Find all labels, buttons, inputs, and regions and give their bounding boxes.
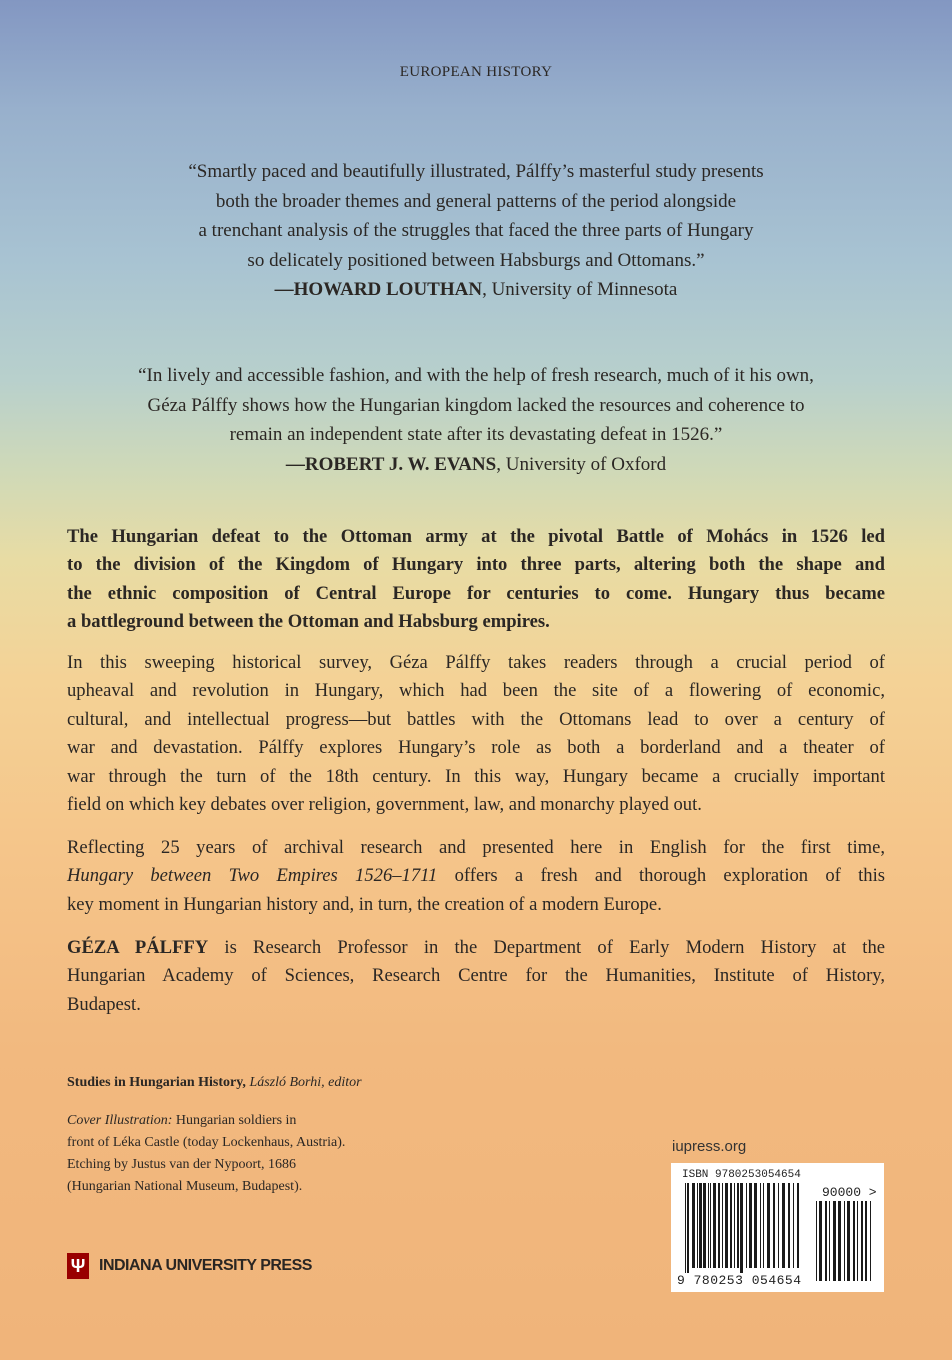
barcode-bar — [865, 1201, 867, 1281]
barcode-bar — [697, 1183, 698, 1268]
publisher-logo — [67, 1253, 312, 1279]
quote-line: a trenchant analysis of the struggles that faced the three parts of Hungary — [198, 220, 754, 241]
barcode-bar — [797, 1183, 799, 1268]
barcode-bar — [870, 1201, 871, 1281]
barcode-bar — [767, 1183, 770, 1268]
publisher-url: iupress.org — [672, 1138, 747, 1155]
text-line: a battleground between the Ottoman and Habsburg empires. — [67, 611, 550, 633]
barcode-bar — [833, 1201, 836, 1281]
barcode-bar — [816, 1201, 817, 1281]
barcode-bar — [825, 1201, 827, 1281]
barcode-bar — [708, 1183, 709, 1268]
barcode-bar — [782, 1183, 785, 1268]
text-line: The Hungarian defeat to the Ottoman army at the pivotal Battle of Mohács in 1526 led — [67, 526, 885, 547]
text-line: front of Léka Castle (today Lockenhaus, Austria). — [67, 1135, 346, 1150]
text-line: Budapest. — [67, 993, 141, 1015]
text-line: Hungarian Academy of Sciences, Research Centre for the Humanities, Institute of History, — [67, 965, 885, 987]
barcode-bar — [844, 1201, 845, 1281]
isbn-barcode — [671, 1163, 884, 1292]
text-fragment: offers a fresh and thorough exploration of this — [437, 865, 886, 887]
category-label: EUROPEAN HISTORY — [399, 64, 553, 80]
publisher-name: INDIANA UNIVERSITY PRESS — [99, 1257, 312, 1274]
barcode-bar — [788, 1183, 790, 1268]
barcode-bar — [763, 1183, 764, 1268]
barcode-bar — [730, 1183, 732, 1268]
text-line — [67, 934, 885, 962]
price-code: 90000 > — [822, 1185, 877, 1200]
cover-illustration-credit — [67, 1110, 345, 1198]
barcode-bar — [838, 1201, 841, 1281]
series-editor: László Borhi, editor — [245, 1075, 362, 1090]
quote-affiliation: , University of Oxford — [496, 453, 667, 475]
barcode-bar — [793, 1183, 794, 1268]
text-line: upheaval and revolution in Hungary, which had been the site of a flowering of economic, — [67, 680, 885, 702]
cover-label: Cover Illustration: — [67, 1113, 173, 1128]
text-line: field on which key debates over religion, government, law, and monarchy played out. — [67, 794, 702, 816]
book-title: Hungary between Two Empires 1526–1711 — [67, 865, 438, 887]
quote-line: both the broader themes and general patterns of the period alongside — [215, 190, 737, 212]
barcode-bar — [718, 1183, 720, 1268]
lead-paragraph — [67, 523, 885, 637]
barcode-bar — [749, 1183, 752, 1268]
barcode-bar — [746, 1183, 747, 1268]
barcode-bar — [737, 1183, 739, 1268]
barcode-bar — [734, 1183, 735, 1268]
text-fragment: is Research Professor in the Department of Early Modern History at the — [208, 937, 885, 958]
quote-line: so delicately positioned between Habsburgs and Ottomans.” — [247, 249, 705, 271]
barcode-bar — [713, 1183, 716, 1268]
quote-attribution — [0, 450, 952, 480]
quote-author: —ROBERT J. W. EVANS — [285, 453, 497, 475]
isbn-label: ISBN 9780253054654 — [682, 1169, 801, 1181]
barcode-bar — [847, 1201, 850, 1281]
barcode-bar — [853, 1201, 855, 1281]
research-paragraph — [67, 834, 885, 919]
barcode-bar — [819, 1201, 822, 1281]
text-line: the ethnic composition of Central Europe for centuries to come. Hungary thus became — [67, 582, 885, 604]
author-name: GÉZA PÁLFFY — [67, 937, 209, 958]
quote-affiliation: , University of Minnesota — [482, 279, 678, 300]
quote-author: —HOWARD LOUTHAN — [274, 279, 483, 300]
quote-line: Géza Pálffy shows how the Hungarian kingdom lacked the resources and coherence to — [147, 394, 805, 416]
author-bio — [67, 934, 885, 1019]
text-line: In this sweeping historical survey, Géza Pálffy takes readers through a crucial period of — [67, 652, 885, 673]
text-fragment: Hungarian soldiers in — [172, 1113, 297, 1128]
quote-line: “In lively and accessible fashion, and with the help of fresh research, much of it his own, — [138, 365, 814, 386]
text-line: cultural, and intellectual progress—but battles with the Ottomans lead to over a century of — [67, 708, 885, 730]
barcode-bar — [699, 1183, 702, 1268]
text-line — [67, 862, 885, 890]
text-line: (Hungarian National Museum, Budapest). — [67, 1179, 303, 1194]
barcode-bar — [857, 1201, 858, 1281]
blurb-evans — [0, 361, 952, 479]
barcode-bar — [725, 1183, 728, 1268]
quote-attribution — [0, 275, 952, 305]
text-line — [67, 1110, 345, 1132]
barcode-number: 9 780253 054654 — [677, 1273, 802, 1288]
barcode-bar — [685, 1183, 686, 1280]
text-line: Etching by Justus van der Nypoort, 1686 — [67, 1157, 297, 1172]
text-line: key moment in Hungarian history and, in turn, the creation of a modern Europe. — [67, 893, 662, 915]
barcode-bar — [773, 1183, 775, 1268]
blurb-louthan — [0, 157, 952, 305]
barcode-bar — [829, 1201, 830, 1281]
barcode-bar — [740, 1183, 743, 1280]
text-line: war through the turn of the 18th century. In this way, Hungary became a crucially important — [67, 765, 885, 787]
barcode-bar — [692, 1183, 695, 1268]
survey-paragraph — [67, 649, 885, 819]
barcode-bar — [754, 1183, 757, 1268]
text-line: war and devastation. Pálffy explores Hungary’s role as both a borderland and a theater of — [67, 737, 885, 759]
barcode-bar — [722, 1183, 723, 1268]
barcode-bar — [703, 1183, 706, 1268]
barcode-bar — [861, 1201, 863, 1281]
quote-line: “Smartly paced and beautifully illustrated, Pálffy’s masterful study presents — [188, 161, 764, 182]
barcode-bar — [687, 1183, 689, 1280]
series-credit — [67, 1072, 362, 1094]
barcode-bar — [710, 1183, 711, 1268]
quote-line: remain an independent state after its devastating defeat in 1526.” — [229, 424, 723, 445]
barcode-bar — [760, 1183, 761, 1268]
iu-trident-icon: Ψ — [67, 1253, 89, 1279]
text-line: Reflecting 25 years of archival research and presented here in English for the first time, — [67, 837, 885, 858]
barcode-bar — [778, 1183, 779, 1268]
text-line: to the division of the Kingdom of Hungary into three parts, altering both the shape and — [67, 554, 885, 576]
series-name: Studies in Hungarian History, — [67, 1075, 246, 1090]
